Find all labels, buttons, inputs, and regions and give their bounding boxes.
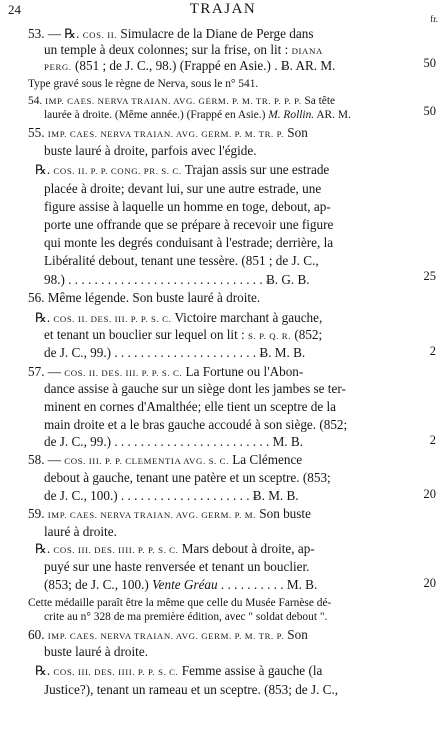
entry-text-line xyxy=(44,57,335,76)
text-run: Mars debout à droite, ap- xyxy=(178,541,315,556)
entry-text-line xyxy=(44,326,322,345)
coin-legend: COS. III. P. P. CLEMENTIA AVG. S. C. xyxy=(64,456,229,466)
entry-text-line xyxy=(44,433,303,450)
text-run: debout à gauche, tenant une patère et un sceptre. (853; xyxy=(44,470,331,485)
price: 2 xyxy=(429,433,436,447)
entry-text-line xyxy=(44,180,321,197)
text-run: 57. — xyxy=(28,364,65,379)
entry-text-line xyxy=(28,451,302,470)
text-run: 58. — xyxy=(28,452,65,467)
text-run: crite au n° 328 de ma première édition, avec " soldat debout ". xyxy=(44,611,328,623)
entry-text-line xyxy=(44,234,333,251)
text-run: ℞. xyxy=(35,162,54,177)
text-run: figure assise à laquelle un homme en toge, debout, ap- xyxy=(44,199,331,214)
text-run: Simulacre de la Diane de Perge dans xyxy=(117,26,314,41)
text-run: . . . . . . . . . . M. B. xyxy=(217,577,318,592)
entry-text-line xyxy=(44,576,317,593)
text-run: Cette médaille paraît être la même que celle du Musée Farnèse dé- xyxy=(28,597,332,609)
entry-text-line xyxy=(44,643,148,660)
text-run: qui monte les degrés conduisant à l'estrade; derrière, la xyxy=(44,235,334,250)
text-run: La Clémence xyxy=(228,452,303,467)
text-run: Victoire marchant à gauche, xyxy=(171,310,323,325)
text-run: 55. xyxy=(28,125,48,140)
text-run: Trajan assis sur une estrade xyxy=(181,162,330,177)
text-run: Sa tête xyxy=(301,95,336,107)
text-run: Justice?), tenant un rameau et un sceptre. (853; de J. C., xyxy=(44,682,339,697)
text-run: La Fortune ou l'Abon- xyxy=(182,364,304,379)
entry-text-line xyxy=(35,161,329,180)
entry-text-line xyxy=(44,469,331,486)
entry-text-line xyxy=(44,681,338,698)
text-run: de J. C., 99.) . . . . . . . . . . . . . . . . . . . . . . . . M. B. xyxy=(44,434,303,449)
text-run: ℞. xyxy=(35,310,54,325)
text-run: ℞. xyxy=(35,663,54,678)
coin-legend: IMP. CAES. NERVA TRAIAN. AVG. GERM. P. M. TR. P. xyxy=(47,631,284,641)
entry-text-line xyxy=(44,487,299,504)
text-run: AR. M. xyxy=(314,109,351,121)
text-run: 98.) . . . . . . . . . . . . . . . . . . . . . . . . . . . . . . Ƀ. G. B. xyxy=(44,272,310,287)
text-run: Femme assise à gauche (la xyxy=(178,663,323,678)
entry-text-line xyxy=(28,289,260,306)
entry-text-line xyxy=(44,216,333,233)
text-run: buste lauré à droite. xyxy=(44,644,148,659)
entry-text-line xyxy=(35,662,322,681)
text-run: 56. Même légende. Son buste lauré à droite. xyxy=(28,290,261,305)
coin-legend: PERG. xyxy=(44,62,72,72)
text-run: 53. — ℞. xyxy=(28,26,83,41)
text-run: (852; xyxy=(291,327,323,342)
text-run: 59. xyxy=(28,506,48,521)
entry-text-line xyxy=(44,252,319,269)
entry-text-line xyxy=(44,523,117,540)
text-run: ℞. xyxy=(35,541,54,556)
text-run: 60. xyxy=(28,627,48,642)
page-header xyxy=(0,1,446,24)
entry-text-line xyxy=(44,142,257,159)
entry-text-line xyxy=(44,398,336,415)
text-run: Son buste xyxy=(255,506,311,521)
price: 2 xyxy=(429,344,436,358)
coin-legend: COS. III. DES. IIII. P. P. S. C. xyxy=(53,545,179,555)
text-run: buste lauré à droite, parfois avec l'égide. xyxy=(44,143,257,158)
coin-legend: COS. II. xyxy=(82,30,118,40)
text-run: et tenant un bouclier sur lequel on lit : xyxy=(44,327,248,342)
price: 20 xyxy=(423,576,436,590)
text-run: dance assise à gauche sur un siège dont les jambes se ter- xyxy=(44,381,346,396)
coin-legend: COS. II. DES. III. P. P. S. C. xyxy=(64,368,183,378)
text-run: puyé sur une haste renversée et tenant un bouclier. xyxy=(44,559,310,574)
running-title: TRAJAN xyxy=(189,1,257,17)
entry-text-line xyxy=(28,505,311,524)
text-run: Type gravé sous le règne de Nerva, sous le n° 541. xyxy=(28,78,259,90)
text-run: Ƀ. AR. M. xyxy=(280,58,336,73)
price: 50 xyxy=(423,104,436,118)
page-number: 24 xyxy=(8,2,21,17)
footnote-line xyxy=(28,76,258,93)
entry-text-line xyxy=(44,558,309,575)
coin-legend: IMP. CAES. NERVA TRAIAN. AVG. GERM. P. M. xyxy=(47,510,256,520)
entry-text-line xyxy=(44,416,347,433)
text-run: placée à droite; devant lui, sur une autre estrade, une xyxy=(44,181,322,196)
text-run: minent en cornes d'Amalthée; elle tient un sceptre de la xyxy=(44,399,337,414)
text-run: 54. xyxy=(28,95,46,107)
entry-text-line xyxy=(44,198,331,215)
text-run: porte une offrande que se prépare à recevoir une figure xyxy=(44,217,334,232)
text-run: main droite et a le bras gauche accoudé à son siège. (852; xyxy=(44,417,348,432)
text-run: lauré à droite. xyxy=(44,524,117,539)
text-run: Son xyxy=(283,627,308,642)
text-run: (853; de J. C., 100.) xyxy=(44,577,153,592)
price: 25 xyxy=(423,269,436,283)
entry-text-line xyxy=(44,380,346,397)
entry-text-line xyxy=(44,107,351,124)
entry-text-line xyxy=(35,540,315,559)
text-run: laurée à droite. (Même année.) (Frappé en Asie.) xyxy=(44,109,269,121)
provenance: Vente Gréau xyxy=(152,577,218,592)
text-run: de J. C., 99.) . . . . . . . . . . . . . . . . . . . . . . Ƀ. M. B. xyxy=(44,345,306,360)
coin-legend: IMP. CAES. NERVA TRAIAN. AVG. GERM. P. M. TR. P. P. P. xyxy=(45,96,302,106)
text-run: un temple à deux colonnes; sur la frise, on lit : xyxy=(44,42,292,57)
coin-legend: S. P. Q. R. xyxy=(248,331,292,341)
coin-legend: COS. III. DES. IIII. P. P. S. C. xyxy=(53,667,179,677)
coin-legend: COS. II. DES. III. P. P. S. C. xyxy=(53,314,172,324)
text-run: (851 ; de J. C., 98.) (Frappé en Asie.) . xyxy=(71,58,281,73)
entry-text-line xyxy=(44,344,305,361)
entry-text-line xyxy=(28,124,308,143)
price: 20 xyxy=(423,487,436,501)
provenance: M. Rollin. xyxy=(268,109,315,121)
text-run: de J. C., 100.) . . . . . . . . . . . . . . . . . . . . Ƀ. M. B. xyxy=(44,488,299,503)
coin-legend: IMP. CAES. NERVA TRAIAN. AVG. GERM. P. M. TR. P. xyxy=(47,129,284,139)
entry-text-line xyxy=(44,271,310,288)
text-run: Libéralité debout, tenant une tessère. (851 ; de J. C., xyxy=(44,253,319,268)
coin-legend: COS. II. P. P. CONG. PR. S. C. xyxy=(53,166,182,176)
coin-legend: DIANA xyxy=(291,46,323,56)
footnote-line xyxy=(44,609,327,626)
price-column-label: fr. xyxy=(430,14,438,24)
price: 50 xyxy=(423,56,436,70)
text-run: Son xyxy=(283,125,308,140)
